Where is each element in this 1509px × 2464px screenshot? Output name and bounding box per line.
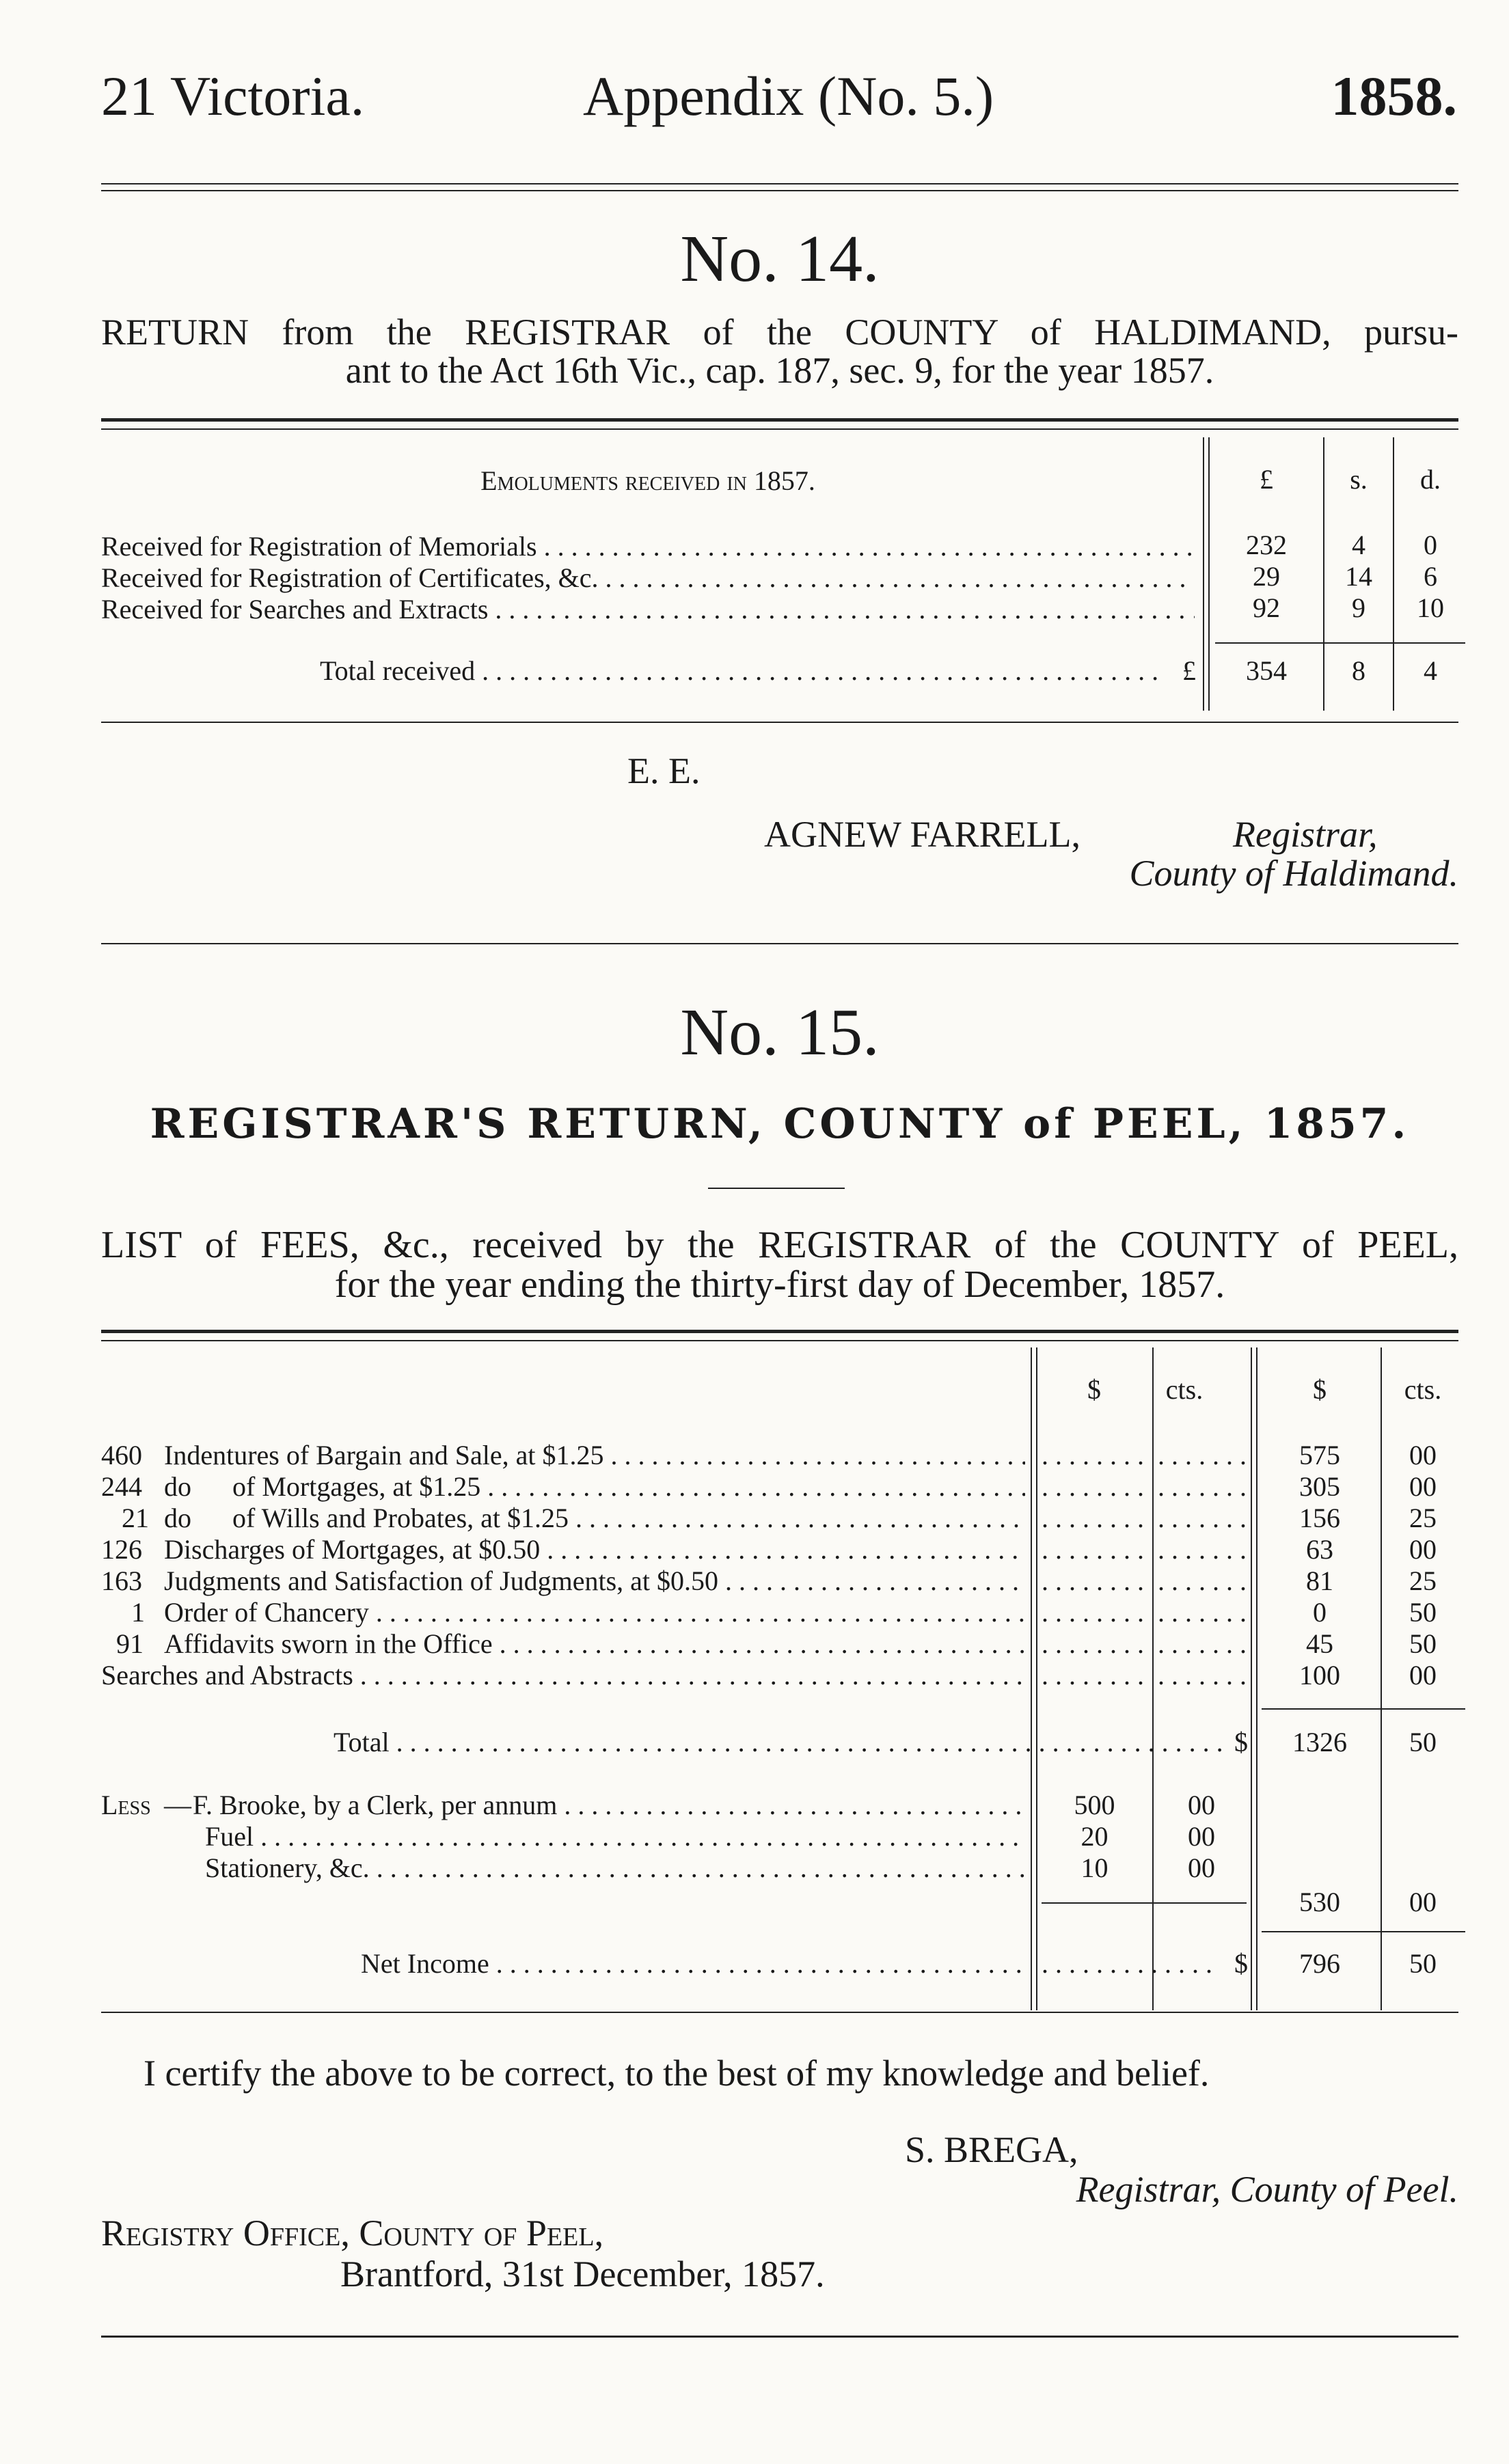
no14-title: No. 14. — [680, 222, 880, 296]
no14-col-pounds: £ — [1260, 464, 1273, 495]
no14-total-shillings: 8 — [1352, 655, 1365, 686]
no15-net-cents: 50 — [1409, 1948, 1437, 1979]
fee-label: Affidavits sworn in the Office . . . — [164, 1628, 1025, 1660]
no14-col-divider — [1203, 437, 1204, 711]
fee-quantity: 163 — [101, 1565, 142, 1596]
fee-dollars: 305 — [1299, 1471, 1340, 1502]
no15-col-cents-2: cts. — [1404, 1374, 1442, 1405]
page-bottom-rule — [101, 2336, 1458, 2338]
no15-col-divider — [1256, 1347, 1258, 2010]
less-item-label: F. Brooke, by a Clerk, per annum . . . — [193, 1789, 1025, 1821]
no14-initials: E. E. — [627, 750, 701, 791]
fee-cents: 50 — [1409, 1628, 1437, 1659]
no14-row-pounds: 29 — [1253, 561, 1280, 592]
fee-cents: 00 — [1409, 1440, 1437, 1470]
header-regnal-year: 21 Victoria. — [101, 65, 365, 127]
fee-cents-1-leader — [1158, 1439, 1245, 1471]
fee-dollars: 81 — [1306, 1565, 1333, 1596]
no14-table-bottom-rule — [101, 722, 1458, 723]
no14-row-shillings: 4 — [1352, 530, 1365, 560]
no15-col-dollars-2: $ — [1313, 1374, 1327, 1405]
fee-label: do of Wills and Probates, at $1.25 . . . — [164, 1502, 1025, 1534]
fee-quantity: 244 — [101, 1471, 142, 1502]
no14-row-pence: 10 — [1417, 592, 1444, 623]
fee-quantity: 460 — [101, 1440, 142, 1470]
less-item-dollars: 10 — [1080, 1852, 1109, 1883]
fee-cents: 00 — [1409, 1660, 1437, 1690]
header-appendix: Appendix (No. 5.) — [583, 65, 994, 127]
fee-label: Indentures of Bargain and Sale, at $1.25 . . . — [164, 1439, 1025, 1471]
no14-signer-title: Registrar, — [1233, 814, 1378, 855]
no15-intro-line2: for the year ending the thirty-first day of December, 1857. — [334, 1263, 1225, 1306]
no14-table-heading: Emoluments received in 1857. — [480, 465, 815, 496]
no15-less-subtotal-rule — [1042, 1902, 1247, 1904]
no14-row-shillings: 14 — [1345, 561, 1372, 592]
less-item-label: Fuel . . . — [205, 1820, 1025, 1852]
no15-subtitle-rule — [708, 1188, 845, 1189]
less-item-dollars: 500 — [1074, 1790, 1115, 1820]
fee-cents-1-leader — [1158, 1470, 1245, 1503]
no14-col-divider — [1393, 437, 1394, 711]
no15-table-top-rule — [101, 1330, 1458, 1341]
no15-certify-statement: I certify the above to be correct, to the best of my knowledge and belief. — [144, 2053, 1210, 2094]
fee-dollars-1-leader — [1042, 1596, 1147, 1628]
document-page — [101, 0, 1465, 2464]
no14-row-label: Received for Searches and Extracts . . . — [101, 593, 1195, 625]
no15-signer-title: Registrar, County of Peel. — [1076, 2169, 1458, 2210]
no15-less-total-cents: 00 — [1409, 1887, 1437, 1917]
fee-quantity: 91 — [116, 1628, 144, 1659]
no15-net-currency: $ — [1222, 1947, 1248, 1980]
no14-col-shillings: s. — [1350, 464, 1368, 495]
fee-quantity: 21 — [122, 1503, 149, 1533]
header-year: 1858. — [1331, 65, 1457, 127]
no15-col-divider — [1031, 1347, 1032, 2010]
no14-col-divider — [1208, 437, 1210, 711]
fee-dollars-1-leader — [1042, 1533, 1147, 1565]
fee-cents-1-leader — [1158, 1596, 1245, 1628]
no14-table-top-rule — [101, 418, 1458, 430]
no14-col-pence: d. — [1420, 464, 1441, 495]
fee-dollars: 63 — [1306, 1534, 1333, 1565]
no15-col-cents-1: cts. — [1165, 1374, 1204, 1405]
no14-row-label: Received for Registration of Memorials . . . — [101, 530, 1195, 562]
no14-intro-line2: ant to the Act 16th Vic., cap. 187, sec. 9, for the year 1857. — [345, 350, 1214, 391]
fee-label: Discharges of Mortgages, at $0.50 . . . — [164, 1533, 1025, 1565]
no15-total-label: Total . . . — [334, 1726, 1236, 1758]
no15-office-line1: Registry Office, County of Peel, — [101, 2213, 604, 2254]
less-item-cents: 00 — [1188, 1821, 1215, 1852]
no15-net-dollars: 796 — [1299, 1948, 1340, 1979]
no15-signer: S. BREGA, — [905, 2129, 1078, 2170]
fee-dollars-1-leader — [1042, 1502, 1147, 1534]
no14-total-pounds: 354 — [1246, 655, 1287, 686]
fee-cents: 50 — [1409, 1597, 1437, 1628]
no15-fees-subtotal-rule — [1262, 1708, 1465, 1710]
no15-total-cents: 50 — [1409, 1727, 1437, 1757]
fee-label: Order of Chancery . . . — [164, 1596, 1025, 1628]
fee-cents-1-leader — [1158, 1502, 1245, 1534]
no15-col-dollars-1: $ — [1087, 1374, 1101, 1405]
no15-total-dollars: 1326 — [1292, 1727, 1347, 1757]
no15-office-line2: Brantford, 31st December, 1857. — [340, 2254, 825, 2295]
no15-title: No. 15. — [680, 996, 880, 1069]
no15-net-leader — [1042, 1947, 1221, 1980]
fee-cents: 25 — [1409, 1565, 1437, 1596]
no14-total-currency: £ — [1182, 655, 1196, 686]
fee-label: Searches and Abstracts . . . — [101, 1659, 1025, 1691]
less-item-cents: 00 — [1188, 1852, 1215, 1883]
less-item-cents: 00 — [1188, 1790, 1215, 1820]
fee-label: do of Mortgages, at $1.25 . . . — [164, 1470, 1025, 1503]
fee-dollars: 156 — [1299, 1503, 1340, 1533]
no14-total-label: Total received . . . — [320, 655, 1164, 687]
no14-row-pence: 6 — [1424, 561, 1437, 592]
no14-row-shillings: 9 — [1352, 592, 1365, 623]
header-rule — [101, 183, 1458, 191]
no15-subtitle: REGISTRAR'S RETURN, COUNTY of PEEL, 1857. — [150, 1100, 1410, 1148]
no15-table-bottom-rule — [101, 2012, 1458, 2013]
no14-row-pounds: 92 — [1253, 592, 1280, 623]
no14-row-pence: 0 — [1424, 530, 1437, 560]
no15-net-label: Net Income . . . — [361, 1947, 1025, 1980]
fee-dollars-1-leader — [1042, 1628, 1147, 1660]
no14-signer-county: County of Haldimand. — [1129, 853, 1458, 894]
no15-net-rule — [1262, 1931, 1465, 1932]
fee-dollars: 45 — [1306, 1628, 1333, 1659]
fee-cents: 25 — [1409, 1503, 1437, 1533]
no15-less-prefix: Less — [101, 1790, 151, 1820]
fee-dollars: 100 — [1299, 1660, 1340, 1690]
fee-cents: 00 — [1409, 1534, 1437, 1565]
no14-intro-line1: RETURN from the REGISTRAR of the COUNTY of HALDIMAND, pursu- — [101, 312, 1458, 353]
no14-total-pence: 4 — [1424, 655, 1437, 686]
fee-dollars-1-leader — [1042, 1470, 1147, 1503]
fee-cents-1-leader — [1158, 1659, 1245, 1691]
fee-dollars-1-leader — [1042, 1565, 1147, 1597]
less-item-label: Stationery, &c. . . . — [205, 1852, 1025, 1884]
no15-total-currency: $ — [1222, 1726, 1248, 1758]
no15-less-dash: — — [164, 1790, 191, 1820]
section-divider — [101, 943, 1458, 944]
fee-cents-1-leader — [1158, 1565, 1245, 1597]
fee-cents: 00 — [1409, 1471, 1437, 1502]
no15-less-total-dollars: 530 — [1299, 1887, 1340, 1917]
fee-cents-1-leader — [1158, 1628, 1245, 1660]
fee-dollars: 575 — [1299, 1440, 1340, 1470]
fee-quantity: 126 — [101, 1534, 142, 1565]
no14-row-pounds: 232 — [1246, 530, 1287, 560]
no14-row-label: Received for Registration of Certificates, &c. . . . — [101, 562, 1195, 594]
fee-dollars: 0 — [1313, 1597, 1327, 1628]
fee-dollars-1-leader — [1042, 1439, 1147, 1471]
no15-intro-line1: LIST of FEES, &c., received by the REGISTRAR of the COUNTY of PEEL, — [101, 1224, 1458, 1266]
no14-signer: AGNEW FARRELL, — [764, 814, 1080, 855]
no15-col-divider — [1251, 1347, 1252, 2010]
fee-label: Judgments and Satisfaction of Judgments, at $0.50 . . . — [164, 1565, 1025, 1597]
fee-dollars-1-leader — [1042, 1659, 1147, 1691]
no15-col-divider — [1152, 1347, 1154, 2010]
no15-col-divider — [1036, 1347, 1037, 2010]
no14-subtotal-rule — [1215, 642, 1465, 644]
less-item-dollars: 20 — [1080, 1821, 1109, 1852]
fee-cents-1-leader — [1158, 1533, 1245, 1565]
fee-quantity: 1 — [131, 1597, 145, 1628]
